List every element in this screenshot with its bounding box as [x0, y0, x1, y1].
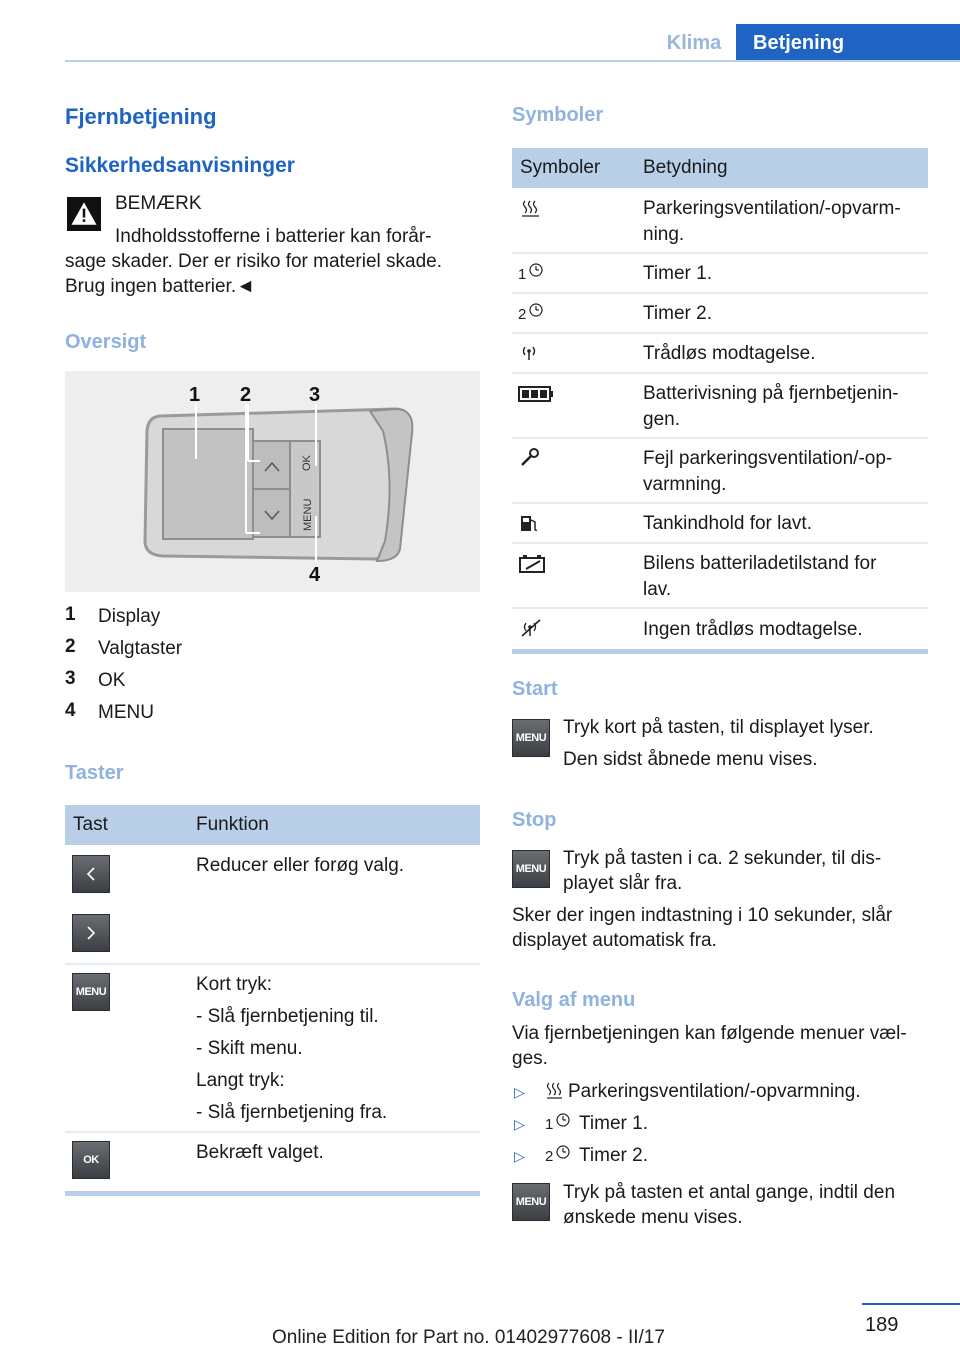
tab-betjening[interactable]: Betjening	[736, 24, 960, 62]
row-divider	[512, 437, 928, 439]
ventilation-icon	[546, 1081, 564, 1101]
chevron-right-icon	[84, 925, 98, 941]
keys-row2-line4: Langt tryk:	[196, 1070, 285, 1091]
keys-row2-line1: Kort tryk:	[196, 974, 273, 995]
note-label: BEMÆRK	[115, 193, 202, 214]
menu-para-line1: Via fjernbetjeningen kan følgende menuer væl-	[512, 1023, 907, 1044]
menu-key: MENU	[72, 973, 110, 1011]
legend-label-3: OK	[98, 670, 126, 691]
figure-menu-label: MENU	[302, 498, 314, 531]
key-fob-figure	[65, 371, 480, 592]
symbol-row2-text: Timer 1.	[643, 263, 712, 284]
symbol-row7-text: Tankindhold for lavt.	[643, 513, 812, 534]
symbol-row3-text: Timer 2.	[643, 303, 712, 324]
symbols-col-symboler: Symboler	[520, 157, 601, 178]
page-title: Fjernbetjening	[65, 104, 217, 129]
menu-para-line2: ges.	[512, 1048, 548, 1069]
no-signal-icon	[519, 618, 543, 638]
menu-key: MENU	[512, 850, 550, 888]
safety-heading: Sikkerhedsanvisninger	[65, 154, 295, 177]
figure-ok-label: OK	[301, 455, 313, 471]
legend-num-2: 2	[65, 636, 76, 657]
warning-icon	[65, 197, 103, 231]
legend-label-4: MENU	[98, 702, 154, 723]
row-divider	[65, 1131, 480, 1133]
keys-row2-line3: - Skift menu.	[196, 1038, 303, 1059]
symbols-heading: Symboler	[512, 104, 604, 126]
overview-heading: Oversigt	[65, 331, 147, 353]
tab-klima[interactable]: Klima	[666, 32, 722, 54]
row-divider	[512, 607, 928, 609]
stop-line2: playet slår fra.	[563, 873, 683, 894]
row-divider	[512, 372, 928, 374]
symbol-row6-line2: varmning.	[643, 474, 727, 495]
ok-key: OK	[72, 1141, 110, 1179]
bullet-arrow-icon: ▷	[514, 1084, 525, 1100]
timer-1-number: 1	[518, 266, 527, 283]
symbol-row9-text: Ingen trådløs modtagelse.	[643, 619, 863, 640]
keys-col-tast: Tast	[73, 814, 108, 835]
start-heading: Start	[512, 678, 558, 700]
symbol-row5-line1: Batterivisning på fjernbetjenin-	[643, 383, 899, 404]
stop-heading: Stop	[512, 809, 557, 831]
menu-key: MENU	[512, 719, 550, 757]
footer-edition: Online Edition for Part no. 01402977608 - II/17	[272, 1327, 665, 1348]
row-divider	[512, 542, 928, 544]
keys-row1-text: Reducer eller forøg valg.	[196, 855, 405, 876]
keys-row3-text: Bekræft valget.	[196, 1142, 324, 1163]
bullet-arrow-icon: ▷	[514, 1116, 525, 1132]
note-text-line3: Brug ingen batterier.◄	[65, 276, 255, 297]
page-number-rule	[862, 1303, 960, 1305]
legend-label-2: Valgtaster	[98, 638, 183, 659]
menu-item-3-number: 2	[545, 1148, 554, 1165]
row-divider	[512, 252, 928, 254]
symbol-row8-line1: Bilens batteriladetilstand for	[643, 553, 877, 574]
bullet-arrow-icon: ▷	[514, 1148, 525, 1164]
timer-1-icon	[528, 262, 544, 278]
keys-row2-line2: - Slå fjernbetjening til.	[196, 1006, 379, 1027]
menu-item-3-text: Timer 2.	[579, 1145, 648, 1166]
start-line1: Tryk kort på tasten, til displayet lyser.	[563, 717, 874, 738]
menu-item-2-number: 1	[545, 1116, 554, 1133]
final-line1: Tryk på tasten et antal gange, indtil den	[563, 1182, 896, 1203]
right-arrow-key	[72, 914, 110, 952]
menu-key: MENU	[512, 1183, 550, 1221]
battery-icon	[518, 385, 554, 403]
symbol-row1-line2: ning.	[643, 224, 685, 245]
symbol-row6-line1: Fejl parkeringsventilation/-op-	[643, 448, 893, 469]
table-end-bar	[512, 649, 928, 654]
row-divider	[512, 292, 928, 294]
keys-col-funktion: Funktion	[196, 814, 269, 835]
row-divider	[512, 502, 928, 504]
symbol-row8-line2: lav.	[643, 579, 672, 600]
stop-para-line2: displayet automatisk fra.	[512, 930, 717, 951]
callout-2: 2	[240, 384, 252, 406]
car-battery-icon	[518, 553, 548, 575]
chevron-left-icon	[84, 866, 98, 882]
symbol-row1-line1: Parkeringsventilation/-opvarm-	[643, 198, 901, 219]
page-number: 189	[865, 1314, 899, 1336]
keys-heading: Taster	[65, 762, 124, 784]
symbols-col-betydning: Betydning	[643, 157, 728, 178]
callout-4: 4	[309, 564, 321, 586]
keys-row2-line5: - Slå fjernbetjening fra.	[196, 1102, 388, 1123]
menu-selection-heading: Valg af menu	[512, 989, 636, 1011]
callout-1: 1	[189, 384, 201, 406]
stop-para-line1: Sker der ingen indtastning i 10 sekunder, slår	[512, 905, 893, 926]
symbol-row5-line2: gen.	[643, 409, 680, 430]
menu-item-2-text: Timer 1.	[579, 1113, 648, 1134]
start-line2: Den sidst åbnede menu vises.	[563, 749, 818, 770]
keys-table-header	[65, 805, 480, 845]
symbols-table-header	[512, 148, 928, 188]
stop-line1: Tryk på tasten i ca. 2 sekunder, til dis-	[563, 848, 882, 869]
fuel-pump-icon	[519, 513, 541, 533]
timer-2-number: 2	[518, 306, 527, 323]
wrench-icon	[519, 448, 541, 468]
timer-2-icon	[555, 1144, 571, 1160]
note-text-line2: sage skader. Der er risiko for materiel skade.	[65, 251, 442, 272]
row-divider	[65, 963, 480, 965]
legend-label-1: Display	[98, 606, 161, 627]
symbol-row4-text: Trådløs modtagelse.	[643, 343, 816, 364]
final-line2: ønskede menu vises.	[563, 1207, 743, 1228]
timer-2-icon	[528, 302, 544, 318]
legend-num-4: 4	[65, 700, 76, 721]
legend-num-1: 1	[65, 604, 76, 625]
row-divider	[512, 332, 928, 334]
header-divider	[65, 60, 960, 62]
timer-1-icon	[555, 1112, 571, 1128]
antenna-icon	[519, 343, 539, 361]
callout-3: 3	[309, 384, 321, 406]
table-end-bar	[65, 1191, 480, 1196]
note-text-line1: Indholdsstofferne i batterier kan forår-	[115, 226, 432, 247]
menu-item-1-text: Parkeringsventilation/-opvarmning.	[568, 1081, 861, 1102]
legend-num-3: 3	[65, 668, 76, 689]
left-arrow-key	[72, 855, 110, 893]
ventilation-icon	[521, 199, 543, 219]
